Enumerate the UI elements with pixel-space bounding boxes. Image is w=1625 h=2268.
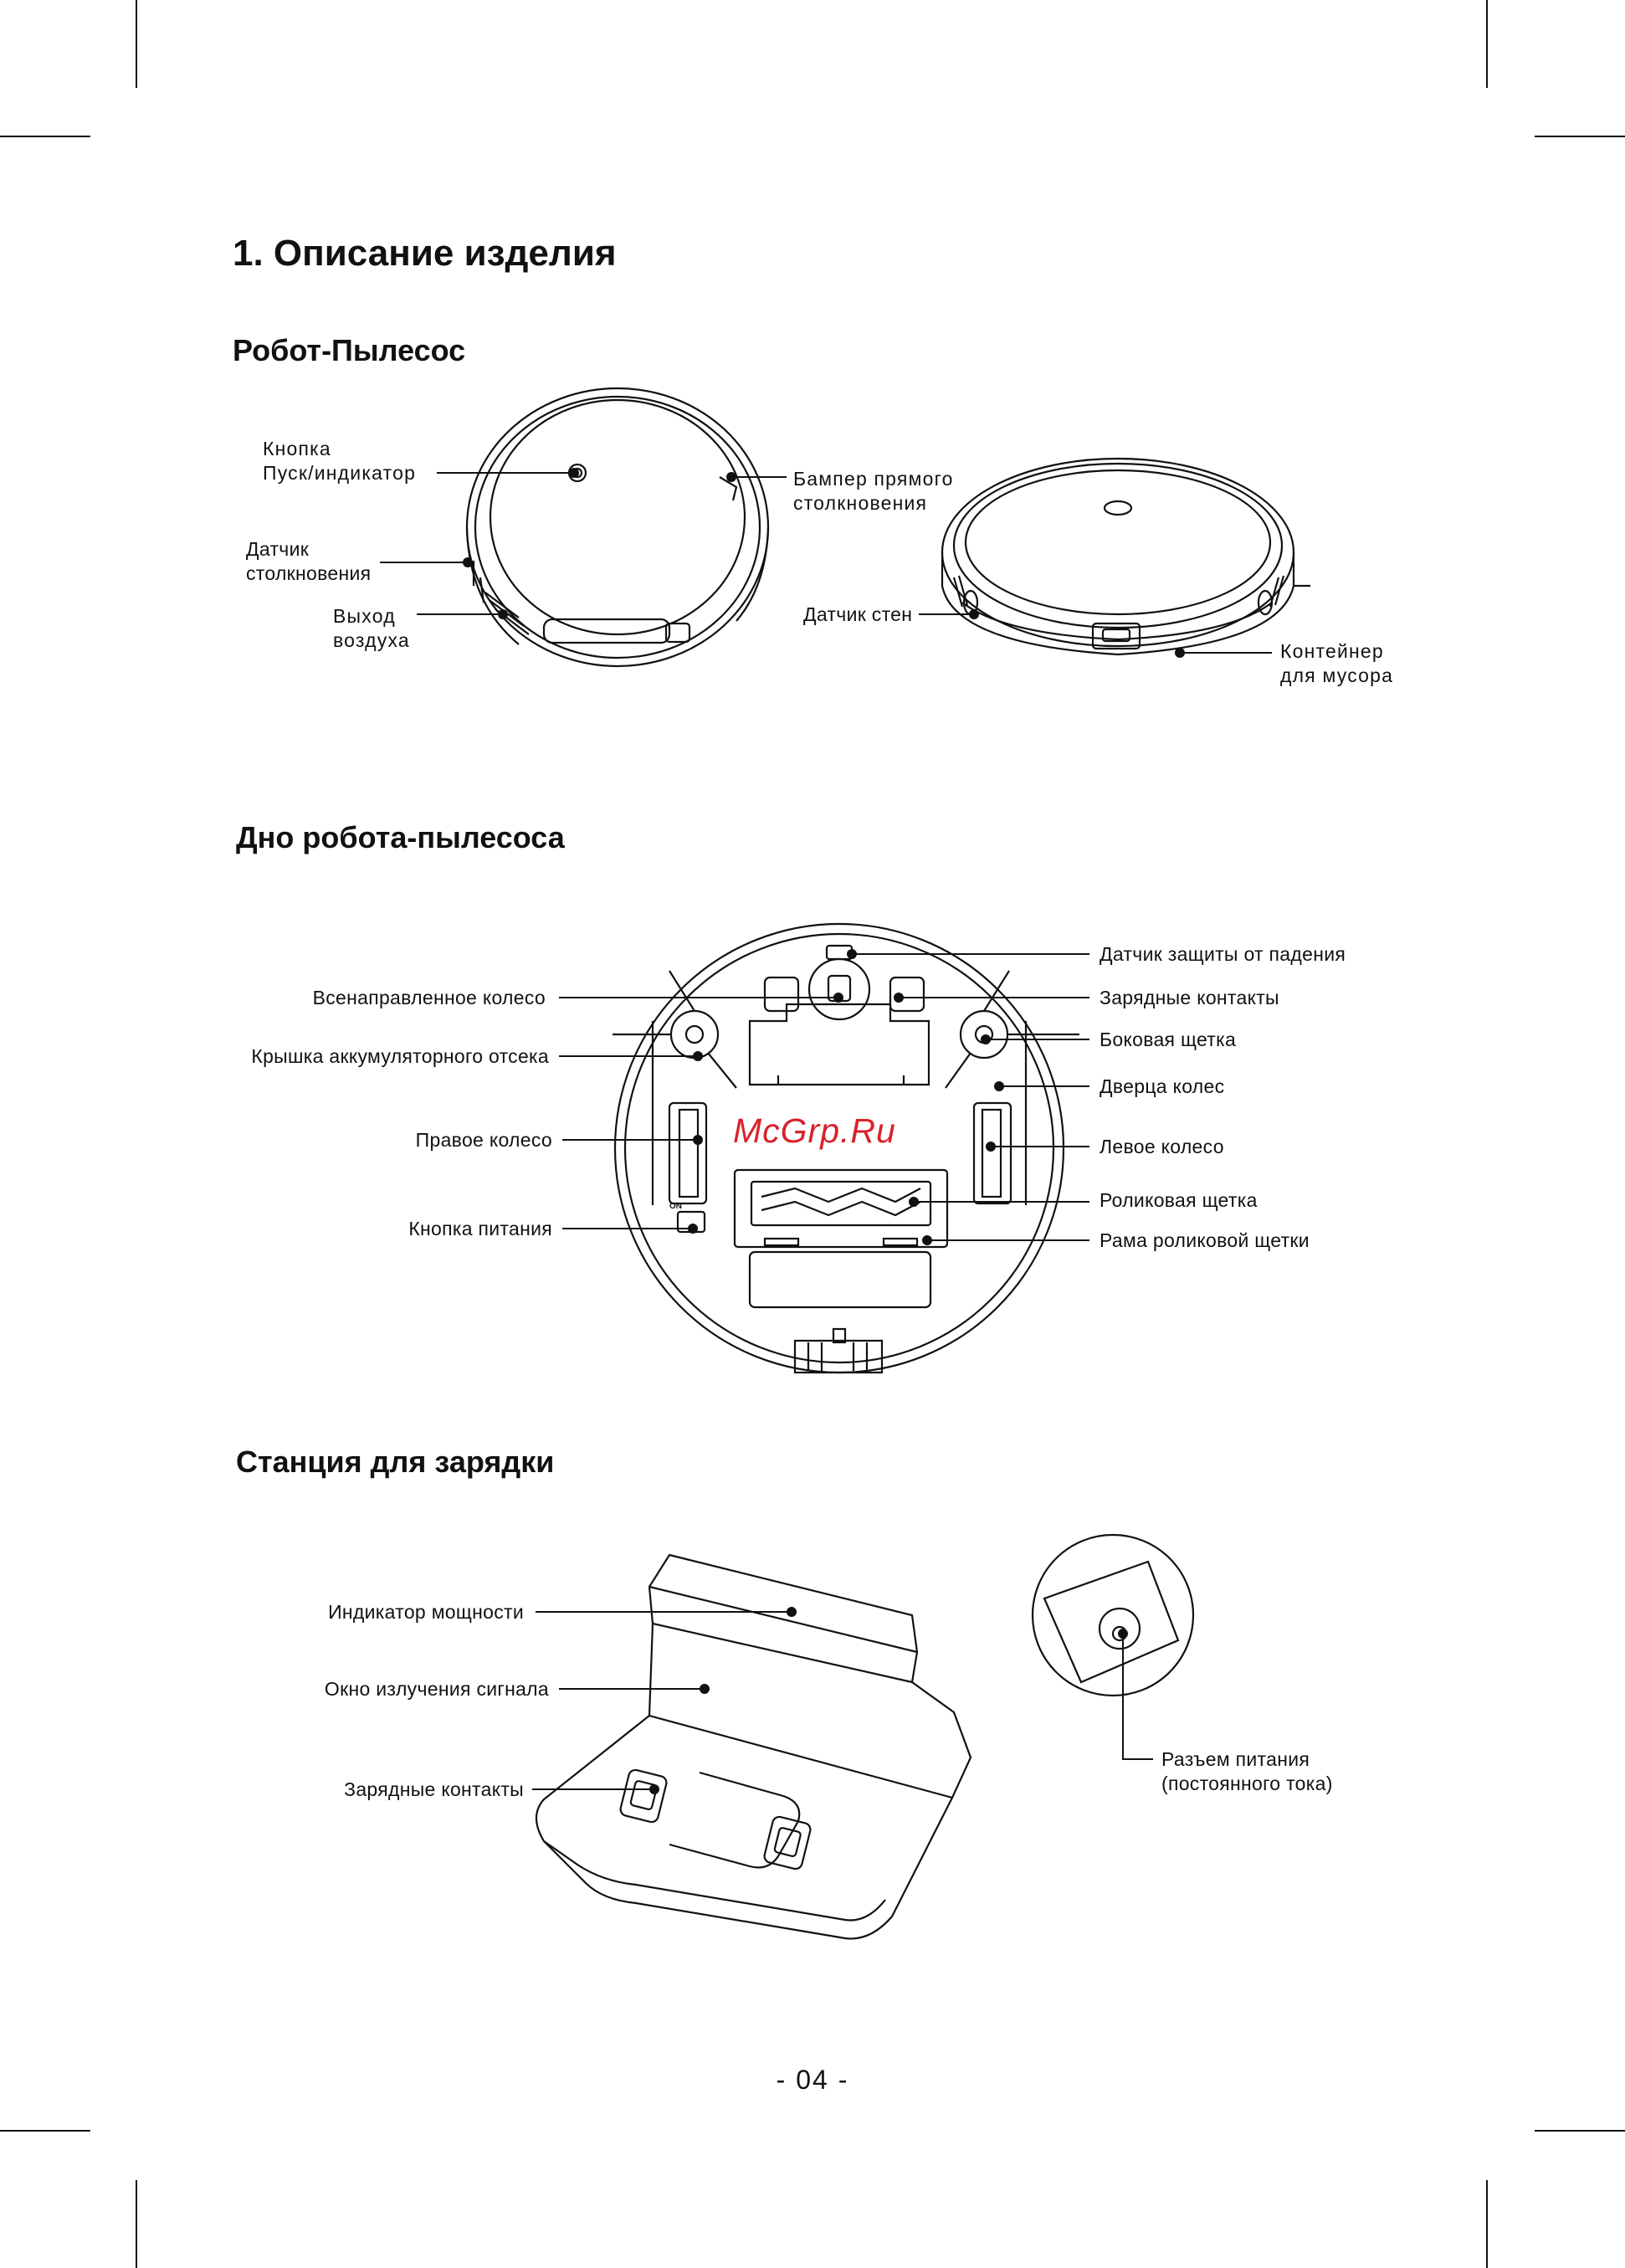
label-dc-jack: Разъем питания (постоянного тока) (1161, 1748, 1333, 1794)
page-title: 1. Описание изделия (233, 233, 617, 274)
label-wheel-door: Дверца колес (1100, 1075, 1225, 1097)
label-front-bumper: Бампер прямого столкновения (793, 468, 954, 514)
label-roller-frame: Рама роликовой щетки (1100, 1229, 1310, 1251)
label-roller-brush: Роликовая щетка (1100, 1189, 1258, 1211)
label-right-wheel: Правое колесо (415, 1129, 552, 1151)
label-collision-sensor: Датчик столкновения (246, 538, 372, 584)
label-power-indicator: Индикатор мощности (328, 1601, 524, 1623)
label-cliff-sensor: Датчик защиты от падения (1100, 943, 1346, 965)
label-signal-window: Окно излучения сигнала (324, 1678, 549, 1700)
label-wall-sensor: Датчик стен (803, 603, 913, 625)
label-omni-wheel: Всенаправленное колесо (312, 987, 546, 1008)
watermark: McGrp.Ru (733, 1111, 896, 1150)
section-title-station: Станция для зарядки (236, 1444, 555, 1479)
label-start-button: Кнопка Пуск/индикатор (263, 438, 417, 484)
label-side-brush: Боковая щетка (1100, 1029, 1237, 1050)
label-station-charging-contacts: Зарядные контакты (344, 1778, 524, 1800)
switch-on-text: ON (669, 1202, 682, 1211)
label-air-outlet: Выход воздуха (333, 605, 410, 651)
section-title-bottom: Дно робота-пылесоса (236, 820, 565, 854)
label-power-button: Кнопка питания (408, 1218, 552, 1239)
label-left-wheel: Левое колесо (1100, 1136, 1224, 1157)
label-dust-bin: Контейнер для мусора (1280, 640, 1394, 686)
section-title-robot: Робот-Пылесос (233, 333, 466, 367)
label-battery-cover: Крышка аккумуляторного отсека (251, 1045, 549, 1067)
page-number: - 04 - (776, 2065, 849, 2095)
label-charging-contacts: Зарядные контакты (1100, 987, 1279, 1008)
